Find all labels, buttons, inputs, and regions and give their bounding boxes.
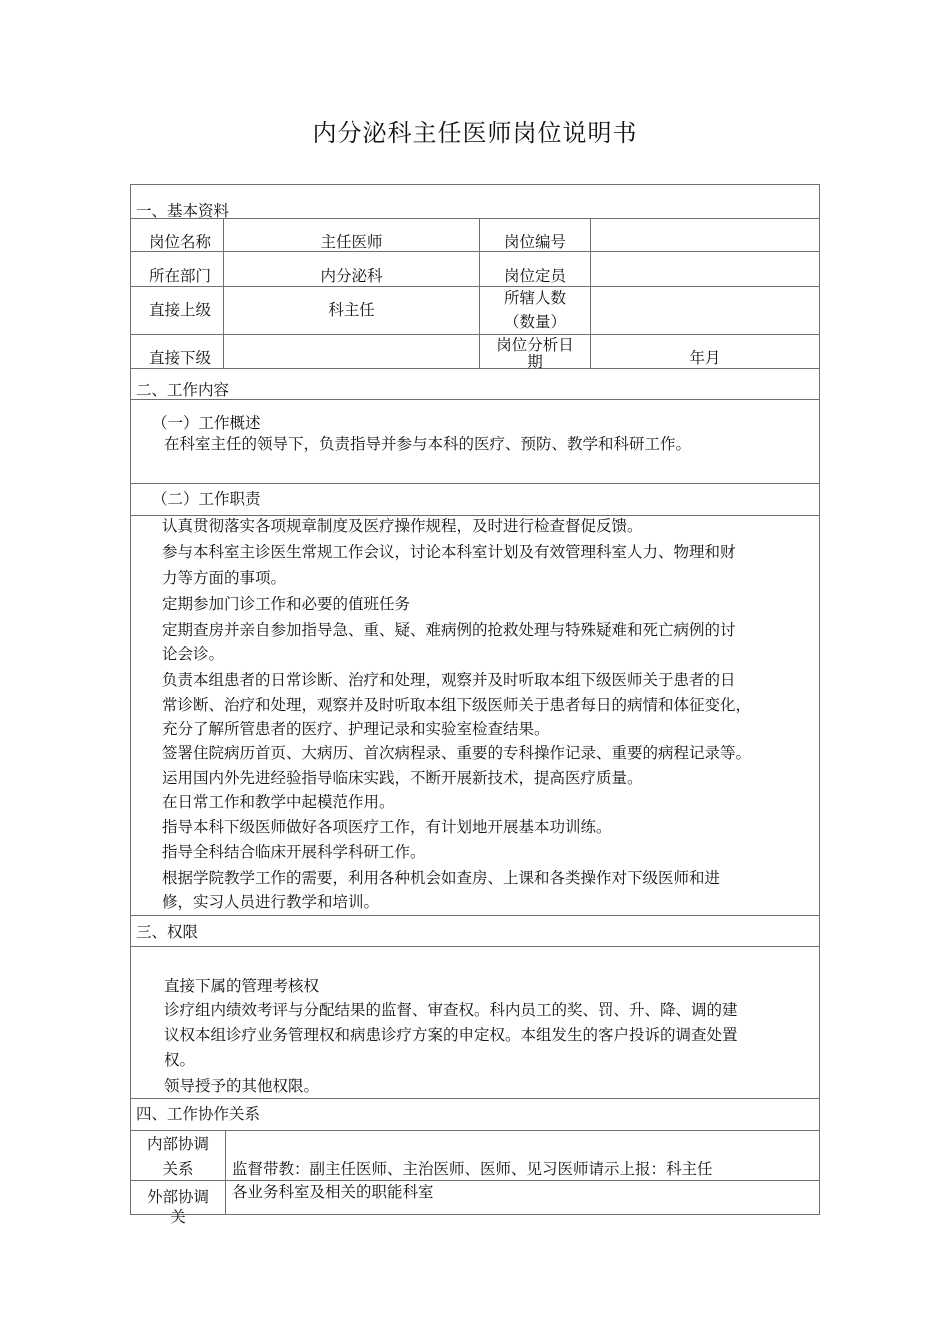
- page-title: 内分泌科主任医师岗位说明书: [312, 119, 638, 147]
- section-heading-cooperation: 四、工作协作关系: [136, 1105, 261, 1123]
- duty-line: 负责本组患者的日常诊断、治疗和处理，观察并及时听取本组下级医师关于患者的日: [162, 671, 736, 689]
- label-job-code: 岗位编号: [503, 233, 566, 251]
- value-analysis-date: 年月: [689, 349, 721, 367]
- authority-line: 领导授予的其他权限。: [164, 1077, 320, 1095]
- table-border-left: [130, 184, 131, 1215]
- duty-line: 认真贯彻落实各项规章制度及医疗操作规程，及时进行检查督促反馈。: [162, 517, 643, 535]
- value-department: 内分泌科: [320, 267, 383, 285]
- subheading-duties: （二）工作职责: [152, 490, 261, 508]
- duty-line: 常诊断、治疗和处理，观察并及时听取本组下级医师关于患者每日的病情和体征变化，: [162, 696, 752, 714]
- duty-line: 运用国内外先进经验指导临床实践，不断开展新技术，提高医疗质量。: [162, 769, 643, 787]
- label-direct-subordinate: 直接下级: [149, 349, 212, 367]
- authority-line: 议权本组诊疗业务管理权和病患诊疗方案的申定权。本组发生的客户投诉的调查处置: [164, 1026, 738, 1044]
- label-external-coordination: 外部协调: [146, 1188, 209, 1206]
- internal-coordination-text: 监督带教：副主任医师、主治医师、医师、见习医师请示上报：科主任: [232, 1160, 713, 1178]
- label-internal-coordination-cont: 关系: [162, 1160, 194, 1178]
- label-subordinates-count-unit: （数量）: [503, 313, 566, 331]
- section-heading-work-content: 二、工作内容: [136, 381, 230, 399]
- divider: [130, 946, 820, 947]
- label-direct-superior: 直接上级: [149, 301, 212, 319]
- label-internal-coordination: 内部协调: [146, 1135, 209, 1153]
- table-border-bottom: [130, 1214, 820, 1215]
- label-subordinates-count: 所辖人数: [503, 289, 566, 307]
- col-divider: [590, 218, 591, 368]
- label-analysis-date-cell: [480, 335, 590, 371]
- label-analysis-date: 岗位分析日: [496, 336, 574, 354]
- divider: [130, 483, 820, 484]
- table-border-right: [819, 184, 820, 1215]
- divider: [130, 368, 820, 369]
- value-job-title: 主任医师: [320, 233, 383, 251]
- duty-line: 指导本科下级医师做好各项医疗工作，有计划地开展基本功训练。: [162, 818, 612, 836]
- label-headcount: 岗位定员: [503, 267, 566, 285]
- duty-line: 定期查房并亲自参加指导急、重、疑、难病例的抢救处理与特殊疑难和死亡病例的讨: [162, 621, 736, 639]
- duty-line: 修，实习人员进行教学和培训。: [162, 893, 380, 911]
- authority-line: 权。: [164, 1051, 196, 1069]
- label-analysis-date-cont: 期: [527, 353, 543, 371]
- job-description-table: [130, 184, 820, 1226]
- divider: [130, 915, 820, 916]
- external-coordination-text: 各业务科室及相关的职能科室: [232, 1183, 434, 1201]
- duty-line: 参与本科室主诊医生常规工作会议，讨论本科室计划及有效管理科室人力、物理和财: [162, 543, 736, 561]
- duty-line: 定期参加门诊工作和必要的值班任务: [162, 595, 411, 613]
- duty-line: 指导全科结合临床开展科学科研工作。: [162, 843, 426, 861]
- label-external-coordination-cell: [131, 1181, 225, 1226]
- authority-line: 直接下属的管理考核权: [164, 977, 320, 995]
- divider: [130, 218, 820, 219]
- duty-line: 论会诊。: [162, 645, 225, 663]
- divider: [130, 399, 820, 400]
- label-external-coordination-cont: 关: [170, 1208, 186, 1226]
- section-heading-authority: 三、权限: [136, 923, 199, 941]
- divider: [130, 286, 820, 287]
- overview-text: 在科室主任的领导下，负责指导并参与本科的医疗、预防、教学和科研工作。: [164, 435, 692, 453]
- duty-line: 力等方面的事项。: [162, 569, 287, 587]
- duty-line: 根据学院教学工作的需要，利用各种机会如查房、上课和各类操作对下级医师和进: [162, 869, 721, 887]
- label-job-title: 岗位名称: [149, 233, 212, 251]
- col-divider: [225, 1130, 226, 1215]
- duty-line: 在日常工作和教学中起模范作用。: [162, 793, 395, 811]
- authority-line: 诊疗组内绩效考评与分配结果的监督、审查权。科内员工的奖、罚、升、降、调的建: [164, 1001, 738, 1019]
- value-direct-superior: 科主任: [328, 301, 375, 319]
- divider: [130, 1130, 820, 1131]
- divider: [130, 1180, 820, 1181]
- section-heading-basic-info: 一、基本资料: [136, 202, 230, 220]
- duty-line: 签署住院病历首页、大病历、首次病程录、重要的专科操作记录、重要的病程记录等。: [162, 744, 752, 762]
- table-border-top: [130, 184, 820, 185]
- label-department: 所在部门: [149, 267, 212, 285]
- duty-line: 充分了解所管患者的医疗、护理记录和实验室检查结果。: [162, 720, 550, 738]
- subheading-overview: （一）工作概述: [152, 414, 261, 432]
- divider: [130, 334, 820, 335]
